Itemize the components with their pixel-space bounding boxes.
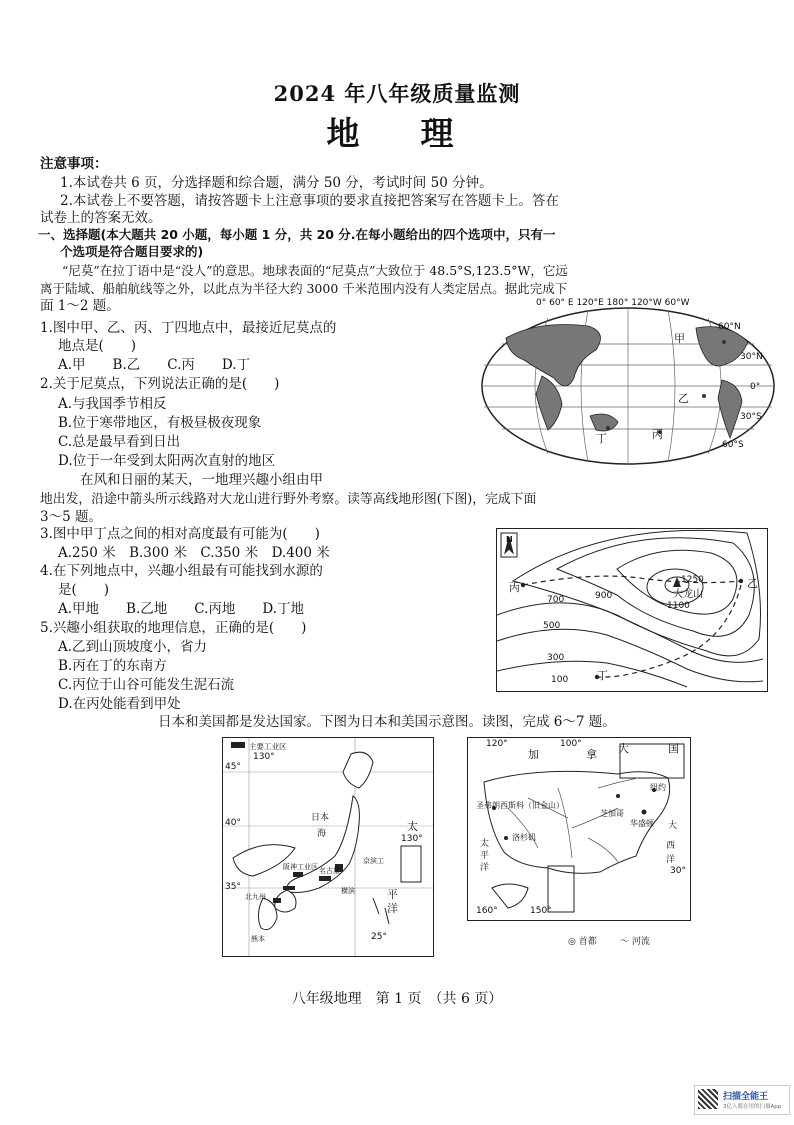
passage3-line1: 日本和美国都是发达国家。下图为日本和美国示意图。读图，完成 6～7 题。 bbox=[158, 714, 616, 730]
legend-river-label: 河流 bbox=[631, 937, 650, 947]
north-arrow-label: N bbox=[506, 535, 513, 544]
mountain-name: 大龙山 bbox=[673, 589, 703, 600]
label-chicago: 芝加哥 bbox=[600, 809, 624, 818]
section1-line2: 个选项是符合题目要求的) bbox=[60, 244, 204, 259]
q5-option-c: C.丙位于山谷可能发生泥石流 bbox=[58, 677, 235, 693]
legend-capital-label: 首都 bbox=[578, 937, 597, 947]
contour-1100: 1100 bbox=[667, 601, 690, 611]
label-ping-pacific: 平 bbox=[480, 851, 490, 861]
lat-0-label: 0° bbox=[750, 382, 761, 392]
label-kumamoto: 熊本 bbox=[251, 935, 265, 943]
label-nagoya: 名古屋 bbox=[319, 867, 340, 875]
qr-code-icon bbox=[698, 1089, 718, 1109]
page-footer: 八年级地理 第 1 页 （共 6 页） bbox=[291, 991, 503, 1007]
point-ding: 丁 bbox=[596, 432, 607, 445]
capital-icon: ◎ bbox=[568, 937, 576, 947]
label-japan: 日本 bbox=[311, 813, 330, 823]
label-washington: 华盛顿 bbox=[630, 819, 654, 828]
section1-line1: 一、选择题(本大题共 20 小题，每小题 1 分，共 20 分.在每小题给出的四个选项中，只有一 bbox=[38, 227, 556, 242]
q3-options: A.250 米 B.300 米 C.350 米 D.400 米 bbox=[58, 545, 330, 561]
point-yi: 乙 bbox=[678, 392, 689, 405]
lat-60s-label: 60°S bbox=[722, 440, 744, 450]
notice-heading: 注意事项： bbox=[40, 156, 108, 172]
lat-35-label: 35° bbox=[225, 882, 241, 892]
notice-item-1: 1.本试卷共 6 页，分选择题和综合题，满分 50 分，考试时间 50 分钟。 bbox=[60, 175, 493, 191]
label-tai: 太 bbox=[407, 820, 418, 833]
q1-stem-2: 地点是( ) bbox=[58, 338, 137, 354]
contour-map bbox=[496, 528, 768, 692]
peak-elevation: 1250 bbox=[681, 575, 704, 585]
q5-option-b: B.丙在丁的东南方 bbox=[58, 658, 167, 674]
scanner-watermark bbox=[694, 1085, 790, 1115]
lon-130b-label: 130° bbox=[401, 834, 423, 844]
q2-option-a: A.与我国季节相反 bbox=[58, 396, 167, 412]
q4-stem-2: 是( ) bbox=[58, 582, 110, 598]
label-new-york: 纽约 bbox=[650, 783, 666, 792]
lat-25-label: 25° bbox=[371, 932, 387, 942]
point-bing: 丙 bbox=[652, 428, 663, 441]
q1-stem-1: 1.图中甲、乙、丙、丁四地点中，最接近尼莫点的 bbox=[40, 320, 337, 336]
q2-option-d: D.位于一年受到太阳两次直射的地区 bbox=[58, 453, 276, 469]
q5-option-a: A.乙到山顶坡度小，省力 bbox=[58, 639, 208, 655]
label-hanshen: 阪神工业区 bbox=[283, 863, 318, 871]
legend-capital bbox=[568, 934, 597, 947]
q5-option-d: D.在丙处能看到甲处 bbox=[58, 696, 181, 712]
q4-stem-1: 4.在下列地点中，兴趣小组最有可能找到水源的 bbox=[40, 563, 323, 579]
usa-lon-100: 100° bbox=[560, 739, 582, 749]
label-jingbin: 京滨工 bbox=[363, 857, 384, 865]
lon-130-label: 130° bbox=[253, 752, 275, 762]
river-icon: 〜 bbox=[620, 937, 630, 947]
usa-lat-30: 30° bbox=[670, 866, 686, 876]
notice-item-2a: 2.本试卷上不要答题，请按答题卡上注意事项的要求直接把答案写在答题卡上。答在 bbox=[60, 193, 559, 209]
label-ping: 平 bbox=[387, 888, 398, 901]
contour-700: 700 bbox=[547, 595, 565, 605]
usa-lon-150: 150° bbox=[530, 906, 552, 916]
usa-lon-160: 160° bbox=[476, 906, 498, 916]
exam-title: 2024 年八年级质量监测 bbox=[273, 81, 521, 106]
q1-options: A.甲 B.乙 C.丙 D.丁 bbox=[58, 357, 251, 373]
passage2-line2: 地出发，沿途中箭头所示线路对大龙山进行野外考察。读等高线地形图(下图)，完成下面 bbox=[40, 492, 537, 507]
point-ding-contour: 丁 bbox=[597, 669, 608, 682]
label-jia: 加 bbox=[528, 748, 539, 761]
passage1-line1: “尼莫”在拉丁语中是“没人”的意思。地球表面的“尼莫点”大致位于 48.5°S,123.5°W，它远 bbox=[62, 263, 568, 278]
scanner-app-name: 扫描全能王 bbox=[723, 1092, 769, 1102]
lat-40-label: 40° bbox=[225, 818, 241, 828]
point-yi-contour: 乙 bbox=[747, 577, 758, 590]
q4-options: A.甲地 B.乙地 C.丙地 D.丁地 bbox=[58, 601, 305, 617]
scanner-app-sub: 3亿人都在用的扫描App bbox=[723, 1104, 782, 1110]
q5-stem: 5.兴趣小组获取的地理信息，正确的是( ) bbox=[40, 620, 307, 636]
legend-river bbox=[620, 934, 650, 947]
label-da: 大 bbox=[618, 742, 629, 755]
subject-title: 地 理 bbox=[326, 114, 468, 153]
q3-stem: 3.图中甲丁点之间的相对高度最有可能为( ) bbox=[40, 526, 320, 542]
lat-30s-label: 30°S bbox=[740, 412, 762, 422]
label-tai-pacific: 太 bbox=[480, 839, 490, 849]
usa-lon-120: 120° bbox=[486, 739, 508, 749]
lat-45-label: 45° bbox=[225, 762, 241, 772]
passage2-line1: 在风和日丽的某天，一地理兴趣小组由甲 bbox=[80, 472, 323, 488]
label-san-francisco: 圣弗朗西斯科（旧金山） bbox=[476, 801, 564, 810]
passage2-line3: 3～5 题。 bbox=[40, 509, 102, 525]
contour-100: 100 bbox=[551, 675, 569, 685]
label-guo: 国 bbox=[668, 742, 679, 755]
label-yang: 洋 bbox=[387, 902, 398, 915]
passage1-line3: 面 1～2 题。 bbox=[40, 298, 120, 314]
q2-stem: 2.关于尼莫点，下列说法正确的是( ) bbox=[40, 376, 280, 392]
label-los-angeles: 洛杉矶 bbox=[512, 833, 536, 842]
q2-option-c: C.总是最早看到日出 bbox=[58, 434, 181, 450]
point-jia: 甲 bbox=[674, 332, 685, 345]
usa-map bbox=[467, 737, 691, 921]
contour-900: 900 bbox=[595, 591, 613, 601]
lat-30n-label: 30°N bbox=[740, 352, 763, 362]
legend-industrial: 主要工业区 bbox=[249, 742, 287, 751]
label-yang-atlantic: 洋 bbox=[666, 855, 676, 865]
contour-300: 300 bbox=[547, 653, 565, 663]
notice-item-2b: 试卷上的答案无效。 bbox=[40, 210, 162, 226]
label-da-atlantic: 大 bbox=[668, 821, 678, 831]
world-map-longitude-labels: 0° 60° E 120°E 180° 120°W 60°W bbox=[536, 298, 690, 308]
lat-60n-label: 60°N bbox=[718, 322, 741, 332]
q2-option-b: B.位于寒带地区，有极昼极夜现象 bbox=[58, 415, 262, 431]
label-yang-pacific: 洋 bbox=[480, 863, 490, 873]
point-bing-contour: 丙 bbox=[509, 581, 520, 594]
contour-500: 500 bbox=[543, 621, 561, 631]
label-sea: 海 bbox=[317, 829, 327, 839]
label-kitakyushu: 北九州 bbox=[245, 893, 266, 901]
passage1-line2: 离于陆域、船舶航线等之外，以此点为半径大约 3000 千米范围内没有人类定居点。据此完成下 bbox=[40, 281, 568, 296]
label-xi-atlantic: 西 bbox=[666, 841, 676, 851]
label-na: 拿 bbox=[586, 748, 597, 761]
japan-map bbox=[222, 737, 434, 957]
world-map bbox=[478, 298, 784, 470]
label-yokohama: 横滨 bbox=[341, 887, 355, 895]
